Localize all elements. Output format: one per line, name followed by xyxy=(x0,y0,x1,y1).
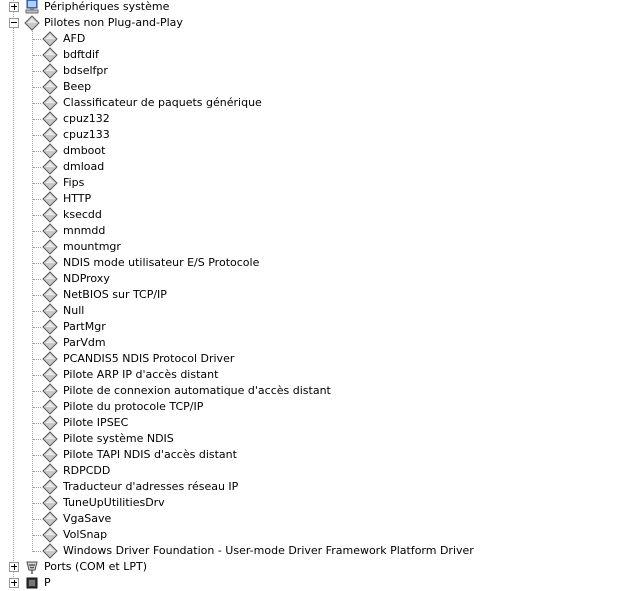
expand-toggle-plus-icon[interactable] xyxy=(9,2,19,12)
driver-item[interactable] xyxy=(0,303,640,319)
gray-diamond-driver-icon xyxy=(42,399,58,415)
gray-diamond-driver-icon xyxy=(42,527,58,543)
driver-item[interactable] xyxy=(0,463,640,479)
tree-branch-line xyxy=(33,327,41,328)
expand-toggle-plus-icon[interactable] xyxy=(9,562,19,572)
tree-branch-line xyxy=(33,407,41,408)
gray-diamond-driver-icon xyxy=(42,463,58,479)
tree-branch-line xyxy=(33,167,41,168)
driver-item[interactable] xyxy=(0,47,640,63)
gray-diamond-driver-icon xyxy=(42,367,58,383)
gray-diamond-driver-icon xyxy=(42,319,58,335)
driver-item[interactable] xyxy=(0,319,640,335)
tree-branch-line xyxy=(33,199,41,200)
driver-item-label: Pilote du protocole TCP/IP xyxy=(63,400,204,413)
tree-branch-line xyxy=(33,231,41,232)
gray-diamond-driver-icon xyxy=(42,431,58,447)
driver-item-label: Pilote système NDIS xyxy=(63,432,174,445)
gray-diamond-driver-icon xyxy=(42,495,58,511)
driver-item[interactable] xyxy=(0,79,640,95)
tree-branch-line xyxy=(33,247,41,248)
driver-item-label: ksecdd xyxy=(63,208,102,221)
computer-monitor-icon xyxy=(24,0,40,15)
driver-item-label: mountmgr xyxy=(63,240,121,253)
gray-diamond-driver-icon xyxy=(42,543,58,559)
tree-branch-line xyxy=(33,215,41,216)
driver-item-label: VolSnap xyxy=(63,528,108,541)
tree-branch-line xyxy=(33,391,41,392)
driver-item-label: PCANDIS5 NDIS Protocol Driver xyxy=(63,352,235,365)
tree-branch-line xyxy=(33,119,41,120)
tree-branch-line xyxy=(33,503,41,504)
driver-item-label: Null xyxy=(63,304,85,317)
tree-branch-line xyxy=(33,39,41,40)
gray-diamond-driver-icon xyxy=(42,175,58,191)
driver-item[interactable] xyxy=(0,399,640,415)
driver-item[interactable] xyxy=(0,127,640,143)
tree-branch-line xyxy=(33,343,41,344)
gray-diamond-driver-icon xyxy=(42,479,58,495)
driver-item-label: Windows Driver Foundation - User-mode Driver Framework Platform Driver xyxy=(63,544,474,557)
gray-diamond-driver-icon xyxy=(42,415,58,431)
tree-branch-line xyxy=(33,151,41,152)
driver-item[interactable] xyxy=(0,255,640,271)
driver-item-label: VgaSave xyxy=(63,512,112,525)
gray-diamond-driver-icon xyxy=(42,63,58,79)
driver-item-label: NDProxy xyxy=(63,272,110,285)
tree-branch-line xyxy=(33,295,41,296)
gray-diamond-driver-icon xyxy=(42,159,58,175)
driver-item-label: RDPCDD xyxy=(63,464,111,477)
tree-branch-line xyxy=(33,439,41,440)
driver-item-label: TuneUpUtilitiesDrv xyxy=(63,496,165,509)
driver-item[interactable] xyxy=(0,447,640,463)
gray-diamond-driver-icon xyxy=(42,383,58,399)
driver-item[interactable] xyxy=(0,175,640,191)
driver-item[interactable] xyxy=(0,479,640,495)
gray-diamond-driver-icon xyxy=(42,47,58,63)
driver-item[interactable] xyxy=(0,495,640,511)
gray-diamond-driver-icon xyxy=(42,79,58,95)
gray-diamond-driver-icon xyxy=(42,95,58,111)
driver-item[interactable] xyxy=(0,511,640,527)
driver-item-label: PartMgr xyxy=(63,320,106,333)
driver-item[interactable] xyxy=(0,271,640,287)
driver-item[interactable] xyxy=(0,239,640,255)
driver-item[interactable] xyxy=(0,335,640,351)
driver-item-label: Pilote ARP IP d'accès distant xyxy=(63,368,219,381)
tree-branch-line xyxy=(33,263,41,264)
driver-item[interactable] xyxy=(0,383,640,399)
driver-item[interactable] xyxy=(0,111,640,127)
driver-item[interactable] xyxy=(0,63,640,79)
driver-item[interactable] xyxy=(0,431,640,447)
driver-item-label: Traducteur d'adresses réseau IP xyxy=(63,480,239,493)
gray-diamond-driver-icon xyxy=(42,335,58,351)
gray-diamond-driver-icon xyxy=(42,303,58,319)
node-label: Pilotes non Plug-and-Play xyxy=(44,16,183,29)
tree-branch-line xyxy=(33,471,41,472)
gray-diamond-driver-icon xyxy=(42,31,58,47)
driver-item-label: cpuz133 xyxy=(63,128,110,141)
driver-item[interactable] xyxy=(0,223,640,239)
processor-chip-icon xyxy=(24,575,40,591)
driver-item[interactable] xyxy=(0,31,640,47)
driver-item[interactable] xyxy=(0,527,640,543)
driver-item-label: AFD xyxy=(63,32,86,45)
driver-item-label: dmboot xyxy=(63,144,106,157)
gray-diamond-driver-icon xyxy=(42,127,58,143)
driver-item[interactable] xyxy=(0,415,640,431)
driver-item-label: NetBIOS sur TCP/IP xyxy=(63,288,167,301)
tree-node-peripheriques-systeme[interactable] xyxy=(0,0,640,15)
driver-item-label: Classificateur de paquets générique xyxy=(63,96,262,109)
tree-branch-line xyxy=(33,359,41,360)
gray-diamond-driver-icon xyxy=(42,511,58,527)
tree-branch-line xyxy=(33,423,41,424)
gray-diamond-driver-icon xyxy=(24,15,40,31)
driver-item[interactable] xyxy=(0,207,640,223)
tree-branch-line xyxy=(33,519,41,520)
tree-branch-line xyxy=(33,311,41,312)
tree-branch-line xyxy=(33,55,41,56)
gray-diamond-driver-icon xyxy=(42,223,58,239)
gray-diamond-driver-icon xyxy=(42,351,58,367)
driver-item-label: NDIS mode utilisateur E/S Protocole xyxy=(63,256,260,269)
driver-item-label: ParVdm xyxy=(63,336,106,349)
gray-diamond-driver-icon xyxy=(42,239,58,255)
driver-item-label: Fips xyxy=(63,176,85,189)
driver-item[interactable] xyxy=(0,367,640,383)
tree-branch-line xyxy=(33,487,41,488)
tree-node-pilotes-non-plug-and-play[interactable] xyxy=(0,15,640,31)
gray-diamond-driver-icon xyxy=(42,191,58,207)
tree-branch-line xyxy=(33,551,41,552)
tree-branch-line xyxy=(33,535,41,536)
tree-branch-line xyxy=(33,183,41,184)
tree-branch-line xyxy=(33,279,41,280)
driver-item-label: HTTP xyxy=(63,192,92,205)
driver-item[interactable] xyxy=(0,143,640,159)
tree-branch-line xyxy=(33,455,41,456)
gray-diamond-driver-icon xyxy=(42,271,58,287)
tree-node-ports-com-lpt[interactable] xyxy=(0,559,640,575)
driver-item-label: Pilote de connexion automatique d'accès distant xyxy=(63,384,331,397)
node-label: Périphériques système xyxy=(44,0,170,13)
driver-item[interactable] xyxy=(0,543,640,559)
driver-item[interactable] xyxy=(0,95,640,111)
tree-branch-line xyxy=(33,103,41,104)
tree-branch-line xyxy=(33,71,41,72)
gray-diamond-driver-icon xyxy=(42,447,58,463)
driver-item-label: dmload xyxy=(63,160,105,173)
driver-item[interactable] xyxy=(0,159,640,175)
gray-diamond-driver-icon xyxy=(42,207,58,223)
gray-diamond-driver-icon xyxy=(42,143,58,159)
driver-item[interactable] xyxy=(0,191,640,207)
expand-toggle-plus-icon[interactable] xyxy=(9,578,19,588)
gray-diamond-driver-icon xyxy=(42,287,58,303)
tree-branch-line xyxy=(33,87,41,88)
tree-branch-line xyxy=(33,375,41,376)
port-connector-icon xyxy=(24,559,40,575)
gray-diamond-driver-icon xyxy=(42,111,58,127)
collapse-toggle-minus-icon[interactable] xyxy=(9,18,19,28)
driver-item-label: bdselfpr xyxy=(63,64,108,77)
driver-item-label: Pilote IPSEC xyxy=(63,416,129,429)
node-label: P xyxy=(44,576,51,589)
driver-item-label: Beep xyxy=(63,80,92,93)
gray-diamond-driver-icon xyxy=(42,255,58,271)
driver-item[interactable] xyxy=(0,351,640,367)
driver-item-label: cpuz132 xyxy=(63,112,110,125)
tree-node-processeurs[interactable] xyxy=(0,575,640,591)
node-label: Ports (COM et LPT) xyxy=(44,560,148,573)
driver-item[interactable] xyxy=(0,287,640,303)
tree-branch-line xyxy=(33,135,41,136)
driver-item-label: bdftdif xyxy=(63,48,99,61)
driver-item-label: mnmdd xyxy=(63,224,106,237)
driver-item-label: Pilote TAPI NDIS d'accès distant xyxy=(63,448,237,461)
